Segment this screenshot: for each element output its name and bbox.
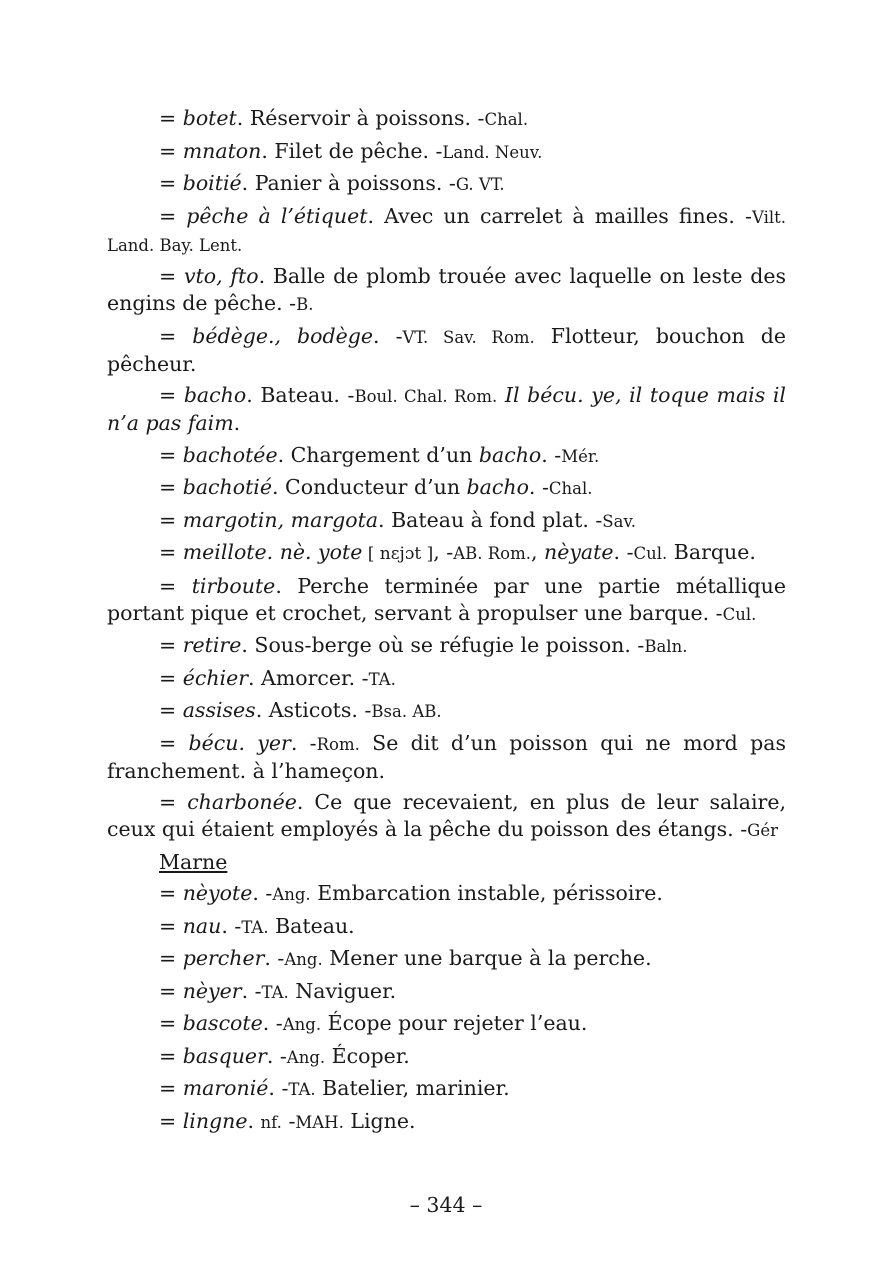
grammar-abbrev: nf.: [260, 1112, 282, 1132]
punctuation: . -: [221, 913, 242, 938]
punctuation: . -: [528, 475, 549, 499]
definition: . Ce que recevaient, en plus de leur salaire, ceux qui étaient employés à la pêche du poisson des étangs. -: [107, 790, 786, 841]
source-abbrev: Ang.: [284, 950, 323, 969]
headword: charbonée: [187, 790, 297, 814]
punctuation: .: [233, 411, 241, 435]
definition: Bateau.: [268, 913, 355, 938]
entry-botet: [107, 105, 786, 133]
entry-mnaton: [107, 138, 786, 166]
definition: Embarcation instable, périssoire.: [310, 881, 663, 905]
definition: . Avec un carrelet à mailles fines. -: [367, 203, 752, 228]
entry-bachotie: [107, 474, 786, 502]
headword: basquer: [182, 1043, 267, 1068]
punctuation: . -: [262, 1011, 283, 1035]
headword: lingne: [182, 1108, 248, 1133]
definition: . Conducteur d’un: [272, 475, 467, 499]
equals-sign: =: [159, 264, 184, 288]
definition: Se dit d’un poisson qui ne mord pas franchement. à l’hameçon.: [107, 730, 786, 783]
headword: bachotié: [182, 475, 273, 499]
equals-sign: =: [159, 730, 189, 755]
entry-peche-etiquet: [107, 203, 786, 259]
equals-sign: =: [159, 507, 183, 532]
headword-variant: nèyate: [544, 540, 614, 564]
definition: . Perche terminée par une partie métallique portant pique et crochet, servant à propulser une barque. -: [107, 573, 786, 625]
source-abbrev: TA.: [288, 1080, 316, 1099]
entry-bachotee: [107, 442, 786, 470]
definition: . Sous-berge où se réfugie le poisson. -: [241, 633, 645, 657]
source-abbrev: TA.: [241, 917, 269, 937]
punctuation: . -: [264, 946, 285, 970]
equals-sign: =: [159, 442, 183, 467]
equals-sign: =: [159, 323, 193, 348]
headword: bécu. yer: [188, 730, 291, 755]
source-abbrev: Boul. Chal. Rom.: [354, 387, 498, 406]
entry-lingne: [107, 1108, 786, 1136]
punctuation: . -: [613, 540, 634, 564]
headword: margotin, margota: [182, 507, 379, 532]
entry-becuyer: [107, 730, 786, 785]
punctuation: -: [281, 1108, 296, 1133]
definition: Écoper.: [325, 1043, 410, 1068]
definition: Ligne.: [343, 1108, 416, 1133]
source-abbrev: Baln.: [644, 637, 688, 656]
punctuation: . -: [241, 978, 262, 1003]
entry-echier: [107, 665, 786, 693]
entry-charbonee: [107, 789, 786, 844]
definition: . Chargement d’un: [277, 442, 479, 467]
source-abbrev: AB. Rom.: [453, 544, 531, 563]
entry-percher: [107, 945, 786, 973]
equals-sign: =: [159, 106, 183, 130]
equals-sign: =: [159, 946, 183, 970]
headword: nèyer: [182, 978, 242, 1003]
definition: . Panier à poissons. -: [241, 171, 456, 195]
headword: bacho: [183, 383, 247, 407]
headword: nau: [182, 913, 222, 938]
equals-sign: =: [159, 475, 183, 499]
page-number: – 344 –: [409, 1193, 483, 1217]
definition: Naviguer.: [288, 978, 397, 1003]
source-abbrev: Vilt. Land. Bay. Lent.: [107, 207, 786, 255]
source-abbrev: Chal.: [484, 110, 529, 129]
punctuation: . -: [252, 881, 273, 905]
entry-assises: [107, 697, 786, 725]
entry-bacho: [107, 382, 786, 437]
phonetic-transcription: [ nɛjɔt ]: [362, 544, 434, 564]
punctuation: . -: [541, 442, 562, 467]
definition: Mener une barque à la perche.: [322, 946, 652, 970]
example-quote: Il bécu. ye, il toque mais il n’a pas faim: [107, 383, 786, 435]
source-abbrev: Cul.: [633, 544, 668, 563]
equals-sign: =: [159, 978, 183, 1003]
punctuation: . -: [373, 323, 403, 348]
headword: meillote. nè. yote: [182, 540, 363, 564]
headword: pêche à l’étiquet: [186, 203, 368, 228]
headword: bédège., bodège: [192, 323, 374, 348]
entry-tirboute: [107, 573, 786, 628]
equals-sign: =: [159, 1108, 183, 1133]
source-abbrev: Gér: [747, 821, 778, 840]
equals-sign: =: [159, 1043, 183, 1068]
source-abbrev: VT. Sav. Rom.: [402, 327, 535, 347]
equals-sign: =: [159, 633, 183, 657]
equals-sign: =: [159, 790, 188, 814]
definition: . Asticots. -: [255, 698, 372, 722]
equals-sign: =: [159, 1076, 183, 1100]
definition: . Filet de pêche. -: [261, 138, 443, 163]
headword: boitié: [182, 171, 242, 195]
entry-basquer: [107, 1043, 786, 1071]
headword: botet: [182, 106, 237, 130]
definition: Flotteur, bouchon de pêcheur.: [107, 323, 787, 376]
headword: assises: [182, 698, 256, 722]
entry-retire: [107, 632, 786, 660]
headword: nèyote: [182, 881, 253, 905]
italic-term: bacho: [466, 475, 529, 499]
equals-sign: =: [159, 698, 183, 722]
source-abbrev: MAH.: [295, 1112, 344, 1132]
punctuation: . -: [268, 1076, 289, 1100]
entry-vto-fto: [107, 263, 786, 318]
source-abbrev: B.: [296, 295, 314, 314]
headword: mnaton: [182, 138, 262, 163]
entry-neyote: [107, 880, 786, 908]
punctuation: . -: [290, 730, 317, 755]
source-abbrev: Ang.: [286, 1047, 326, 1067]
headword: bachotée: [182, 442, 278, 467]
source-abbrev: Ang.: [282, 1015, 322, 1034]
equals-sign: =: [159, 913, 183, 938]
source-abbrev: Sav.: [602, 511, 637, 531]
entry-bascote: [107, 1010, 786, 1038]
headword: retire: [182, 633, 242, 657]
source-abbrev: TA.: [368, 669, 396, 689]
headword: bascote: [182, 1011, 263, 1035]
definition: . Balle de plomb trouée avec laquelle on leste des engins de pêche. -: [107, 264, 786, 315]
section-title: Marne: [159, 849, 228, 874]
punctuation: ,: [530, 540, 545, 564]
equals-sign: =: [159, 881, 183, 905]
entry-nau: [107, 913, 786, 941]
entry-maronie: [107, 1075, 786, 1103]
source-abbrev: Bsa. AB.: [371, 702, 442, 721]
italic-term: bacho: [478, 442, 542, 467]
definition: Écope pour rejeter l’eau.: [321, 1011, 588, 1035]
entry-margotin: [107, 507, 786, 535]
headword: échier: [182, 665, 249, 690]
equals-sign: =: [159, 665, 183, 690]
source-abbrev: Land. Neuv.: [442, 142, 543, 162]
definition: . Amorcer. -: [248, 665, 369, 690]
source-abbrev: Rom.: [316, 734, 360, 754]
source-abbrev: G. VT.: [455, 175, 505, 194]
source-abbrev: TA.: [261, 982, 289, 1002]
definition: . Bateau. -: [246, 383, 355, 407]
equals-sign: =: [159, 138, 183, 163]
equals-sign: =: [159, 383, 184, 407]
entry-meillote: [107, 539, 786, 568]
page-body: [107, 105, 786, 1140]
punctuation: .: [247, 1108, 261, 1133]
headword: percher: [182, 946, 265, 970]
equals-sign: =: [159, 203, 187, 228]
source-abbrev: Mér.: [561, 446, 600, 466]
source-abbrev: Cul.: [722, 604, 757, 624]
punctuation: , -: [433, 540, 454, 564]
section-heading-marne: [107, 849, 786, 876]
spacer-text: [497, 383, 505, 407]
definition: . Réservoir à poissons. -: [236, 106, 485, 130]
entry-boitie: [107, 170, 786, 198]
equals-sign: =: [159, 540, 183, 564]
entry-neyer: [107, 978, 786, 1006]
equals-sign: =: [159, 1011, 183, 1035]
equals-sign: =: [159, 171, 183, 195]
headword: vto, fto: [183, 264, 259, 288]
source-abbrev: Ang.: [272, 885, 311, 904]
entry-bedege: [107, 323, 786, 378]
definition: Barque.: [667, 540, 756, 564]
headword: tirboute: [191, 573, 276, 598]
definition: Batelier, marinier.: [315, 1076, 510, 1100]
headword: maronié: [182, 1076, 269, 1100]
source-abbrev: Chal.: [548, 479, 593, 498]
equals-sign: =: [159, 573, 192, 598]
definition: . Bateau à fond plat. -: [378, 507, 603, 532]
punctuation: . -: [266, 1043, 287, 1068]
